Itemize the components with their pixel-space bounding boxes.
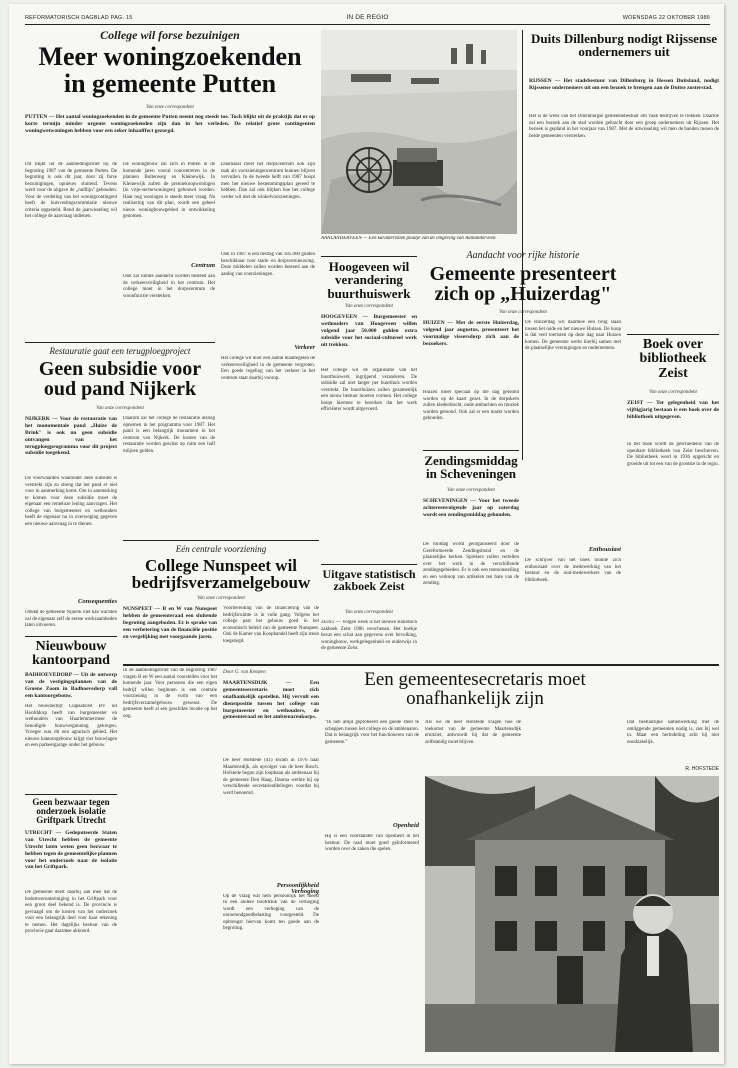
art9-lead: SCHEVENINGEN — Voor het tweede achtereenvolgende jaar op zaterdag wordt een zendingsmiddag gehouden. (423, 498, 519, 518)
art2-col2: Daarom zal het college de restauratie alsnog opnemen in het programma voor 1987. Het pand is een belangrijk monument in het centrum van Nijkerk. De kosten van de restauratie worden geschat op ruim een half miljoen gulden. (123, 416, 215, 454)
art1-kicker: College wil forse bezuinigen (100, 28, 240, 42)
art8-headline: Gemeente presenteert zich op „Huizerdag" (429, 263, 617, 306)
art2-col1: De voorwaarden waaronder deze subsidie is verstrekt zijn zo streng dat het pand er niet voor in aanmerking komt. Om in aanmerking te komen voor deze subsidie moet de eigenaar een renteloze lening aanvragen. Het college van burgemeester en wethouders heeft de eigenaar nu in overweging gegeven een nieuwe aanvraag in te dienen. (25, 476, 117, 527)
building-illustration (425, 776, 719, 1052)
art12-col3: Als we de heer Hofstede vragen hoe de toekomst van de gemeente Maartensdijk eruitziet, antwoordt hij dat de gemeente zelfstandig moet blijven. (425, 720, 521, 745)
art2-lead: NIJKERK — Voor de restauratie van het monumentale pand „Huize de Brink" is ook nu geen subsidie ontvangen van het terugploegprogramma voor dit project subsidie toegekend. (25, 416, 117, 457)
landscape-illustration (321, 30, 517, 234)
art4-lead: BADHOEVEDORP — Uit de ontwerp van de vestigingsplannen van de Groene Zoom in Badhoevedorp vall een kantoorgebouw. (25, 672, 117, 699)
art4-headline: Nieuwbouw kantoorpand (32, 639, 110, 669)
art1-col3c: Het college wil door een aantal maatregelen de verkeersveiligheid in de gemeente vergroten. Een goede regeling van het verkeer in het centrum staat daarbij voorop. (221, 356, 315, 381)
art2-headline: Geen subsidie voor oud pand Nijkerk (38, 358, 202, 401)
art11-body: In het boek wordt de geschiedenis van de openbare bibliotheek van Zeist beschreven. De bibliotheek werd in 1936 opgericht en groeide uit tot een van de grootste in de regio. (627, 442, 719, 467)
art1-col2: De woningbouw zal zich in Putten in de komende jaren vooral concentreren in de plannen Bultenweg en Kleinewijk. In Kleinewijk zullen de premiekoopwoningen (in vrije-sectorwoningen) gebouwd worden. Haar nog woningen is steeds meer vraag. Na realisering van dit plan, wordt een geheel nieuw woningbouwgebied in ontwikkeling genomen. (123, 162, 215, 219)
art3-sub: Verhoging (291, 888, 319, 895)
art1-col3b: Ook in 1987 is een bedrag van 185.000 gulden beschikbaar voor stads- en dorpsvernieuwing. Deze middelen zullen worden besteed aan de aanleg van voorzieningen. (221, 252, 315, 277)
art6-body: Het is de wens van het Dillenburgse gemeentebestuur om vaak bedrijven te trekken. Daartoe zal een bezoek aan de stad worden gebracht door een groep ondernemers uit Rijssen. Het bezoek is gepland in het voorjaar van 1987. Met de uitwisseling wil men de banden tussen de beide gemeenten versterken. (529, 114, 719, 139)
masthead (25, 13, 710, 25)
art12-headline: Een gemeentesecretaris moet onafhankelijk zijn (364, 669, 586, 710)
art1-lead: PUTTEN — Het aantal woningzoekenden in de gemeente Putten neemt nog steeds toe. Toch blijkt uit de praktijk dat er op korte termijn minder urgente woningzoekenden zijn dan in het verleden. De relatief grote contingenten woningwetwoningen hebben voor een zeker inhaalffect gezorgd. (25, 114, 315, 134)
art11-body2: De schrijver van het boek toonde zich enthousiast over de medewerking van het bestuur en de oud-medewerkers van de bibliotheek. (525, 558, 621, 583)
art12-col2b: Hij is een voorstander van openheid in het bestuur. De raad moet goed geïnformeerd worden over de zaken die spelen. (325, 834, 419, 852)
art9-body: De middag wordt georganiseerd door de Gereformeerde Zendingsbond en de plaatselijke kerken. Sprekers zullen vertellen over het werk in de verschillende zendingsgebieden. Er is ook een tentoonstelling en een verkoop van artikelen ten bate van de zending. (423, 542, 519, 586)
art3-col1: In de aanbiedingsbrief van de begroting 1987 vragen B en W een aantal voorstellen voor het komende jaar. Voor personen die een eigen bedrijf willen beginnen is een centrale voorziening in de vorm van een bedrijfsverzamelgebouw gewenst. De gemeente heeft al een geschikte locatie op het oog. (123, 668, 217, 719)
newspaper-page (9, 4, 724, 1064)
art5-body: De gemeente deelt daarbij aan mee dat de bodemverontreiniging in het Griftpark voor een groot deel bekend is. De provincie is gevraagd om de kosten van het onderzoek voor een belangrijk deel voor haar rekening te nemen. Het dagelijks bestuur van de provincie gaat daarmee akkoord. (25, 890, 117, 934)
art5-lead: UTRECHT — Gedeputeerde Staten van Utrecht hebben de gemeente Utrecht laten weten geen bezwaar te hebben tegen de gemeentelijke plannen voor het onderzoek naar de isolatie van het Griftpark. (25, 830, 117, 871)
art12-sub1: Persoonlijkheid (276, 882, 319, 889)
art7-lead: HOOGEVEEN — Burgemeester en wethouders van Hoogeveen willen volgend jaar 50.000 gulden extra subsidie voor het sociaal-cultureel werk uit trekken. (321, 314, 417, 348)
art11-sub: Enthousiast (588, 546, 621, 553)
art12-col4: Dat bestuurlijke samenwerking met de omliggende gemeenten nodig is, ziet hij wel in. Maar een herindeling acht hij niet noodzakelijk. (627, 720, 719, 745)
art11-lead: ZEIST — Ter gelegenheid van het vijftigjarig bestaan is een boek over de bibliotheek uitgegeven. (627, 400, 719, 420)
art5-headline: Geen bezwaar tegen onderzoek isolatie Griftpark Utrecht (32, 797, 110, 826)
art3-kicker: Eén centrale voorziening (175, 544, 267, 554)
art3-byline: Van onze correspondent (197, 596, 245, 601)
art6-lead: RIJSSEN — Het stadsbestuur van Dillenburg in Hessen Duitsland, nodigt Rijssense ondernemers uit om een bezoek te brengen aan de Duitse zusterstad. (529, 78, 719, 91)
art9-headline: Zendingsmiddag in Scheveningen (424, 453, 518, 482)
art1-headline: Meer woningzoekenden in gemeente Putten (38, 42, 302, 98)
art8-byline: Van onze correspondent (499, 310, 547, 315)
art1-sub-verkeer: Verkeer (294, 344, 315, 351)
art3-col2b: In een andere hoofdstuk van de verhoging wordt een verhoging van de onroerendgoedbelasting voorgesteld. De opbrengst hiervan komt ten goede aan de begroting. (223, 900, 319, 931)
art4-body: Het bouwbedrijf Clapsaborst BV uit Hoofddorp heeft van burgemeester en wethouders van Haarlemmermeer de benodigde bouwvergunning gekregen. Vroeger was dit een agrarisch gebied. Het nieuwe kantoorgebouw krijgt vier bouwlagen en een parkeergarage onder het gebouw. (25, 704, 117, 748)
art11-byline: Van onze correspondent (649, 390, 697, 395)
art3-col2: Voorbereiding van de financiering van de bedrijfsruimte is in volle gang. Volgens het college past het gebouw goed in het economisch beleid van de gemeente Nunspeet. Ook de Kamer van Koophandel heeft zijn steun toegezegd. (223, 606, 319, 644)
art12-sub2: Openheid (393, 822, 419, 829)
building-portrait-photo (425, 776, 719, 1052)
art12-col2: "Ik heb altijd geprobeerd een goede sfeer te scheppen tussen het college en de ambtenaren. Dat is belangrijk voor het functioneren van de gemeente." (325, 720, 419, 745)
art7-body: Het college wil de organisatie van het buurthuiswerk ingrijpend veranderen. De subsidie zal niet langer per buurthuis worden verstrekt. De buurthuizen zullen gezamenlijk een nieuw bestuur moeten vormen. Het college hoopt hiermee te bereiken dat het werk efficiënter wordt uitgevoerd. (321, 368, 417, 412)
art1-sub-centrum: Centrum (191, 262, 215, 269)
art1-col1: Dit blijkt uit de aanbiedingsbrief bij de begroting 1987 van de gemeente Putten. De begroting is ook dit jaar, door zij forse bezuinigingen, opnieuw sluitend. Tevens werd voor de uitgave de „nulllijn" gehouden. Voor de verdeling van het woningcontingent heeft de huisvestingscommissie nieuwe criteria opgesteld. Rond de jaarwisseling wil het college de aanvraag indienen. (25, 162, 117, 219)
art3-lead: NUNSPEET — B en W van Nunspeet hebben de gemeenteraad een sluitende begroting aangeboden. Er is sprake van een verbetering van de financiële positie en vergelijking met voorgaande jaren. (123, 606, 217, 640)
art8-kicker: Aandacht voor rijke historie (466, 250, 580, 261)
art8-lead: HUIZEN — Met de eerste Huizerdag, volgend jaar augustus, presenteert het voormalige vissersdorp zich aan de bezoekers. (423, 320, 519, 347)
art12-lead: MAARTENSDIJK — Een gemeentesecretaris moet zich onafhankelijk opstellen. Hij vervult een dienstpositie tussen het college van burgemeester en wethouders, de gemeenteraad en het ambtenarenkorps. (223, 680, 319, 721)
art2-kicker: Restauratie gaat een terugploegproject (49, 346, 191, 356)
art6-headline: Duits Dillenburg nodigt Rijssense ondernemers uit (531, 31, 717, 60)
art2-byline: Van onze correspondent (96, 406, 144, 411)
photo-credit: R. HOFSTEDE (685, 766, 719, 772)
art7-headline: Hoogeveen wil verandering buurthuiswerk (327, 259, 411, 301)
art1-byline: Van onze correspondent (146, 105, 194, 110)
art12-col1b: Op de vraag wat hem persoonlijk het meest (223, 894, 319, 898)
art7-byline: Van onze correspondent (345, 304, 393, 309)
art11-headline: Boek over bibliotheek Zeist (639, 337, 707, 381)
art8-col2: De Huizerdag wil daarmee een brug slaan tussen het oude en het nieuwe Huizen. De hoop is dat veel toeristen op deze dag naar Huizen komen. De gemeente werkt hierbij samen met de plaatselijke verenigingen en ondernemers. (525, 320, 621, 351)
art8-col1: Huizen moet speciaal op die dag getoond worden op de kaart gezet. In de dorpskern zullen klederdracht, oude ambachten en muziek worden getoond. Ook zal er een markt worden gehouden. (423, 390, 519, 421)
art9-byline: Van onze correspondent (447, 488, 495, 493)
art10-headline: Uitgave statistisch zakboek Zeist (322, 567, 416, 594)
art2-sub: Consequenties (77, 598, 117, 605)
section-title: IN DE REGIO (346, 14, 389, 21)
landscape-photo (321, 30, 517, 234)
photo1-caption: AANLANDERVEEN — Een karakteristiek plaatje van de omgeving van Aanlanderveen. (321, 236, 497, 241)
art12-byline: Door G. van Kempen (223, 670, 266, 675)
art2-col1b: Omdat de gemeente Nijkerk niet kan wachten zal de eigenaar zelf de eerste werkzaamheden laten uitvoeren. (25, 610, 117, 628)
art1-col2b: Ook zal ruimte aandacht worden besteed aan de verkeersveiligheid in het centrum. Het college moet in het dorpscentrum de woonfunctie versterken. (123, 274, 215, 299)
art3-headline: College Nunspeet wil bedrijfsverzamelgebouw (131, 556, 311, 593)
art10-byline: Van onze correspondent (345, 610, 393, 615)
masthead-left: REFORMATORISCH DAGBLAD PAG. 15 (25, 15, 133, 21)
masthead-date: WOENSDAG 22 OKTOBER 1986 (622, 15, 710, 21)
art12-col1: De heer Hofstede (41) kwam in 1976 naar Maartensdijk, als opvolger van de heer Bosch. Hofstede begon zijn loopbaan als ambtenaar bij de gemeente Den Haag. Daarna werkte hij op verschillende secretarieafdelingen voordat hij werd benoemd. (223, 758, 319, 796)
art10-body: ZEIST — Volgen week is het nieuwe statistisch zakboek Zeist 1986 verschenen. Het boekje bevat een schat aan gegevens over bevolking, woningbouw, werkgelegenheid en onderwijs in de gemeente Zeist. (321, 620, 417, 651)
art1-col3: Daarnaast moet het dorpscentrum ook zijn taak als voorzieningencentrum kunnen blijven vervullen. In de tweede helft van 1987 hoopt men het nieuwe bestemmingsplan gereed te hebben. Dan zal ook blijken hoe het college verder wil met de winkelvoorzieningen. (221, 162, 315, 200)
